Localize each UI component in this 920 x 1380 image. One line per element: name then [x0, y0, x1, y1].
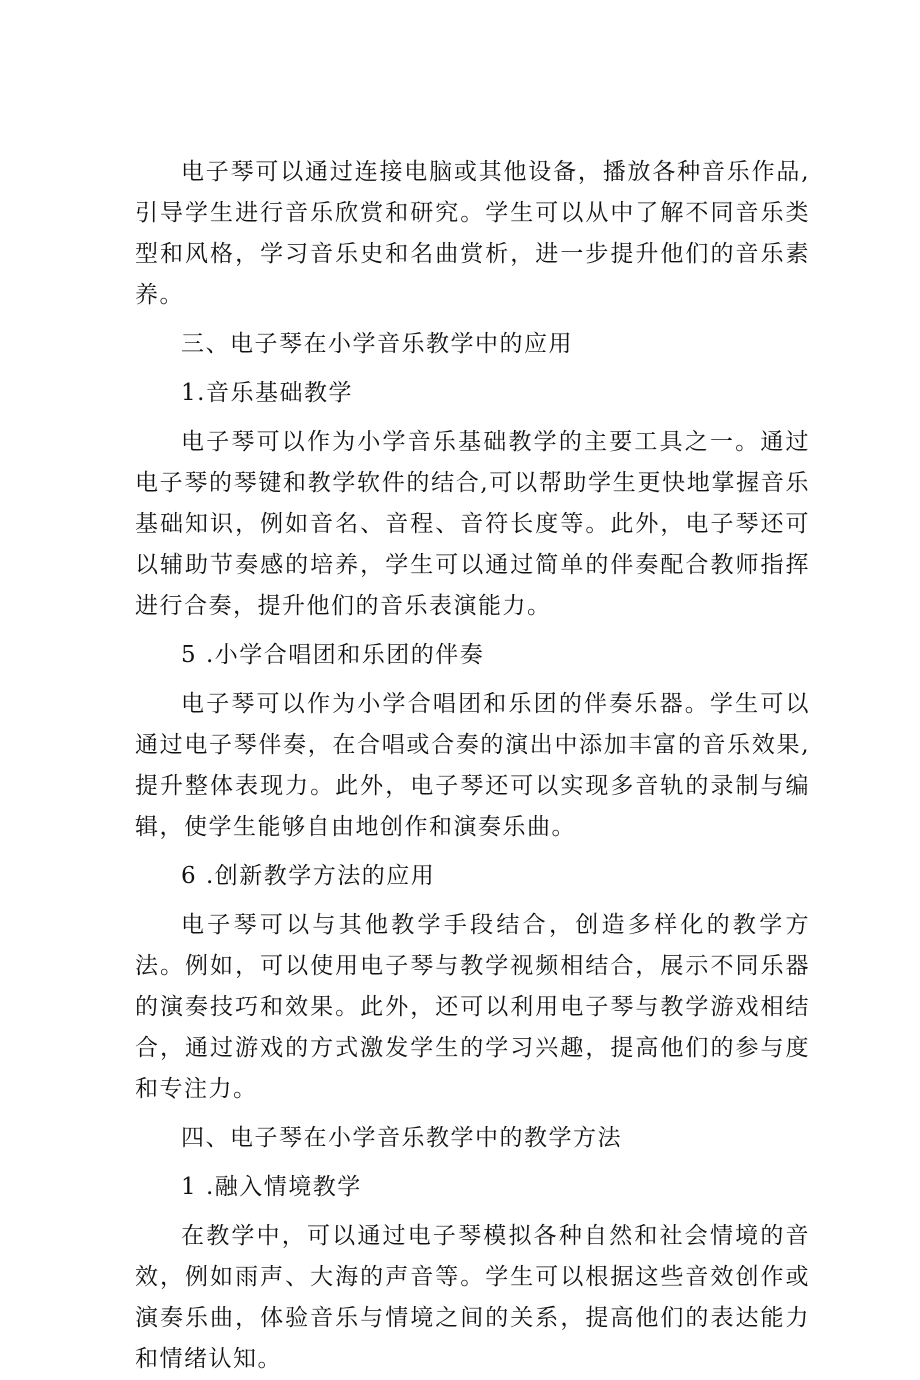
paragraph-innovative-methods: 电子琴可以与其他教学手段结合，创造多样化的教学方法。例如，可以使用电子琴与教学视频相结合，展示不同乐器的演奏技巧和效果。此外，还可以利用电子琴与教学游戏相结合，通过游戏的方式激发学生的学习兴趣，提高他们的参与度和专注力。: [135, 912, 810, 1102]
paragraph-music-appreciation: 电子琴可以通过连接电脑或其他设备，播放各种音乐作品,引导学生进行音乐欣赏和研究。学生可以从中了解不同音乐类型和风格，学习音乐史和名曲赏析，进一步提升他们的音乐素养。: [135, 159, 810, 308]
paragraph-situational-teaching: 在教学中，可以通过电子琴模拟各种自然和社会情境的音效，例如雨声、大海的声音等。学生可以根据这些音效创作或演奏乐曲，体验音乐与情境之间的关系，提高他们的表达能力和情绪认知。: [135, 1223, 810, 1372]
paragraph-music-basics: 电子琴可以作为小学音乐基础教学的主要工具之一。通过电子琴的琴键和教学软件的结合,可以帮助学生更快地掌握音乐基础知识，例如音名、音程、音符长度等。此外，电子琴还可以辅助节奏感的培养，学生可以通过简单的伴奏配合教师指挥进行合奏，提升他们的音乐表演能力。: [135, 429, 810, 619]
subheading-music-basics: 1.音乐基础教学: [181, 380, 353, 406]
subheading-innovative-methods: 6 .创新教学方法的应用: [181, 863, 436, 889]
section-heading-3: 三、电子琴在小学音乐教学中的应用: [181, 331, 573, 357]
section-heading-4: 四、电子琴在小学音乐教学中的教学方法: [181, 1125, 622, 1151]
subheading-situational-teaching: 1 .融入情境教学: [181, 1174, 362, 1200]
subheading-choir-accompaniment: 5 .小学合唱团和乐团的伴奏: [181, 642, 485, 668]
paragraph-choir-accompaniment: 电子琴可以作为小学合唱团和乐团的伴奏乐器。学生可以通过电子琴伴奏，在合唱或合奏的演出中添加丰富的音乐效果,提升整体表现力。此外，电子琴还可以实现多音轨的录制与编辑，使学生能够自由地创作和演奏乐曲。: [135, 691, 810, 840]
